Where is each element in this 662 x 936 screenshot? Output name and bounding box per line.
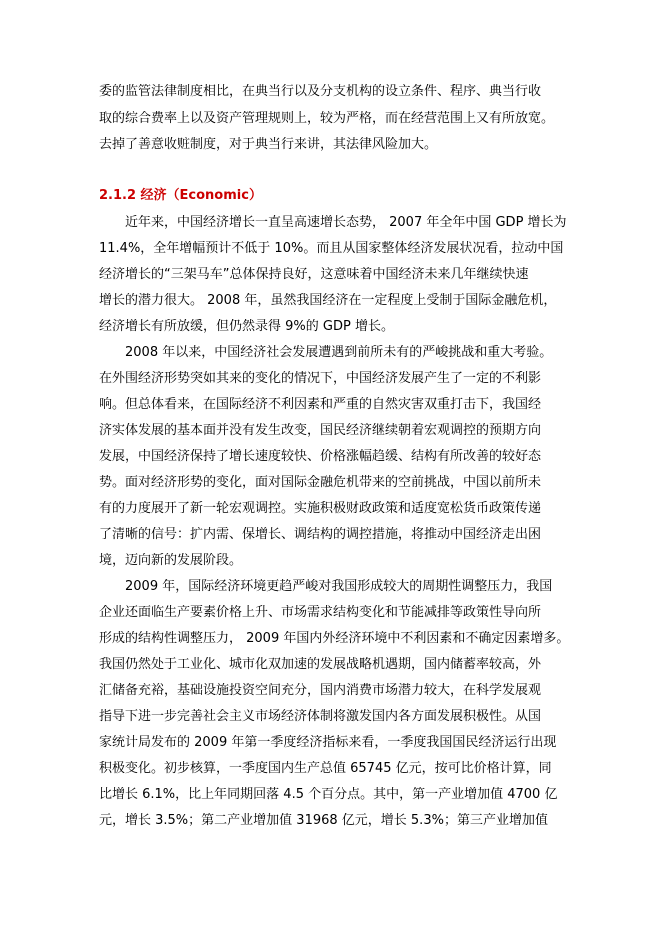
paragraph-line: 势。面对经济形势的变化，面对国际金融危机带来的空前挑战，中国以前所未	[99, 475, 542, 490]
paragraph-line: 了清晰的信号：扩内需、保增长、调结构的调控措施，将推动中国经济走出困	[99, 527, 542, 542]
paragraph-line: 经济增长有所放缓，但仍然录得 9%的 GDP 增长。	[99, 319, 394, 334]
paragraph-line: 2009 年，国际经济环境更趋严峻对我国形成较大的周期性调整压力，我国	[125, 579, 553, 594]
paragraph-line: 经济增长的“三架马车”总体保持良好，这意味着中国经济未来几年继续快速	[99, 267, 529, 282]
paragraph-line: 形成的结构性调整压力， 2009 年国内外经济环境中不利因素和不确定因素增多。	[99, 631, 569, 646]
paragraph-line: 境，迈向新的发展阶段。	[99, 553, 243, 568]
paragraph-line: 增长的潜力很大。 2008 年，虽然我国经济在一定程度上受制于国际金融危机，	[99, 293, 557, 308]
intro-line: 取的综合费率上以及资产管理规则上，较为严格，而在经营范围上又有所放宽。	[99, 111, 555, 126]
paragraph-line: 汇储备充裕，基础设施投资空间充分，国内消费市场潜力较大，在科学发展观	[99, 683, 542, 698]
intro-line: 委的监管法律制度相比，在典当行以及分支机构的设立条件、程序、典当行收	[99, 84, 542, 99]
section-heading: 2.1.2 经济（Economic）	[99, 188, 262, 203]
paragraph-line: 元，增长 3.5%；第二产业增加值 31968 亿元，增长 5.3%；第三产业增加值	[99, 813, 548, 828]
paragraph-line: 家统计局发布的 2009 年第一季度经济指标来看，一季度我国国民经济运行出现	[99, 735, 557, 750]
paragraph-line: 11.4%，全年增幅预计不低于 10%。而且从国家整体经济发展状况看，拉动中国	[99, 241, 564, 256]
paragraph-line: 我国仍然处于工业化、城市化双加速的发展战略机遇期，国内储蓄率较高，外	[99, 657, 542, 672]
paragraph-line: 比增长 6.1%，比上年同期回落 4.5 个百分点。其中，第一产业增加值 4700 亿	[99, 787, 558, 802]
paragraph-line: 在外围经济形势突如其来的变化的情况下，中国经济发展产生了一定的不利影	[99, 371, 542, 386]
paragraph-line: 发展，中国经济保持了增长速度较快、价格涨幅趋缓、结构有所改善的较好态	[99, 449, 542, 464]
paragraph-line: 2008 年以来，中国经济社会发展遭遇到前所未有的严峻挑战和重大考验。	[125, 345, 553, 360]
paragraph-line: 近年来，中国经济增长一直呈高速增长态势， 2007 年全年中国 GDP 增长为	[125, 215, 567, 230]
paragraph-line: 响。但总体看来，在国际经济不利因素和严重的自然灾害双重打击下，我国经	[99, 397, 542, 412]
paragraph-line: 指导下进一步完善社会主义市场经济体制将激发国内各方面发展积极性。从国	[99, 709, 542, 724]
intro-line: 去掉了善意收赃制度，对于典当行来讲，其法律风险加大。	[99, 137, 438, 152]
paragraph-line: 企业还面临生产要素价格上升、市场需求结构变化和节能减排等政策性导向所	[99, 605, 542, 620]
paragraph-line: 积极变化。初步核算，一季度国内生产总值 65745 亿元，按可比价格计算，同	[99, 761, 552, 776]
paragraph-line: 济实体发展的基本面并没有发生改变，国民经济继续朝着宏观调控的预期方向	[99, 423, 542, 438]
paragraph-line: 有的力度展开了新一轮宏观调控。实施积极财政政策和适度宽松货币政策传递	[99, 501, 542, 516]
